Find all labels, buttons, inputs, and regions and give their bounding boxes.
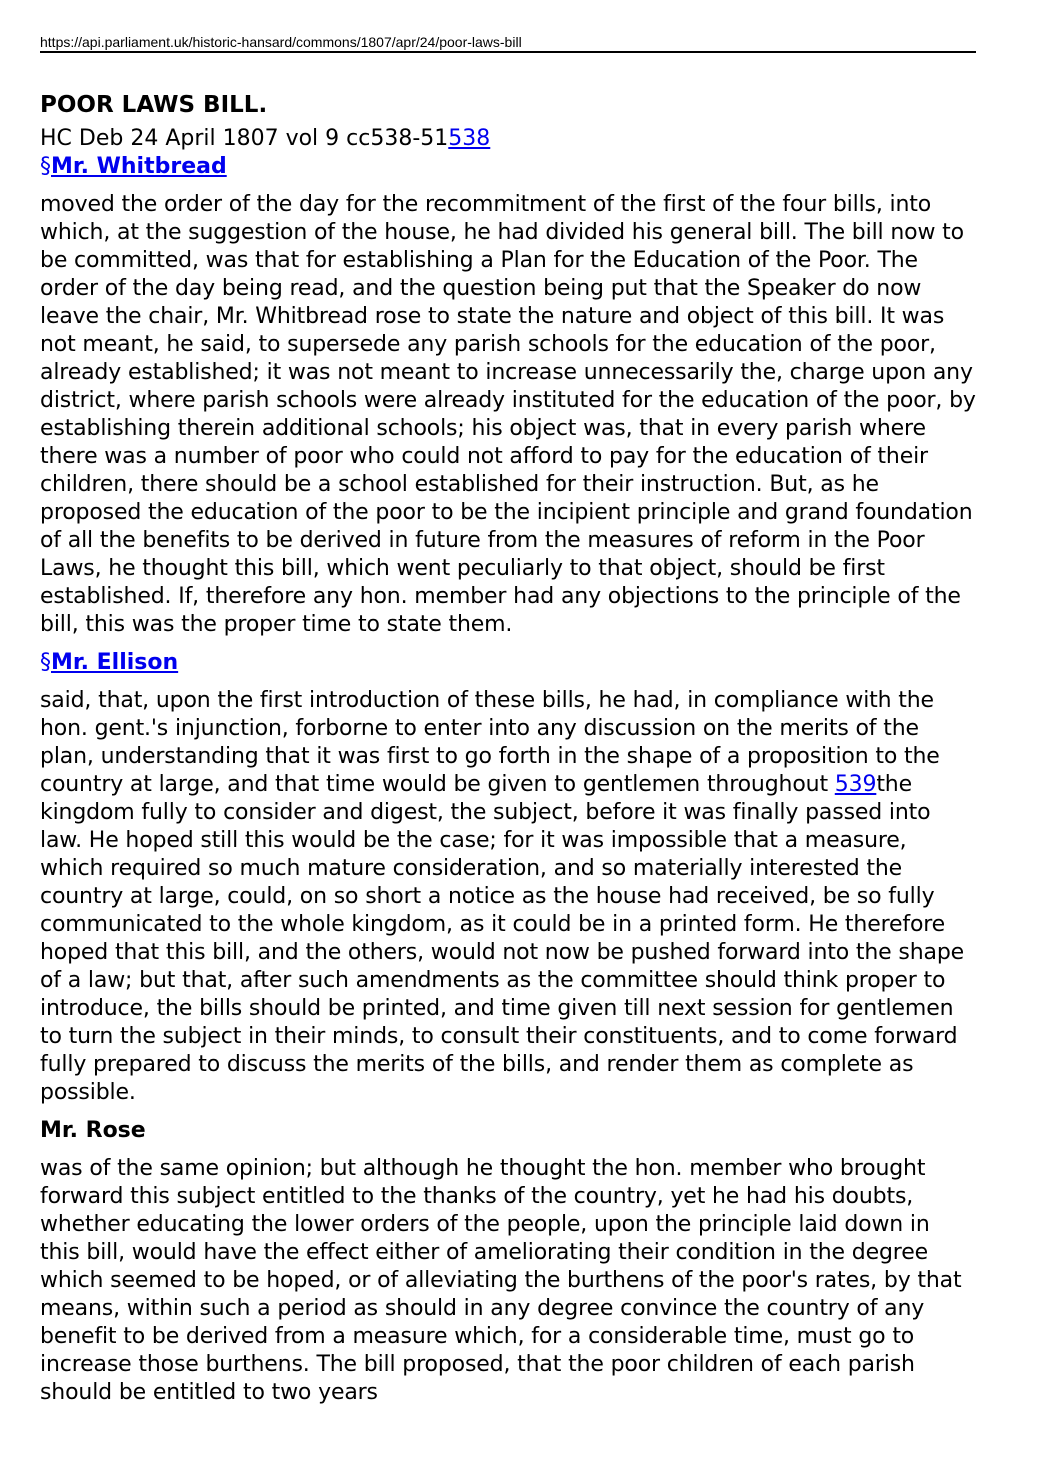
speech-rose: was of the same opinion; but although he thought the hon. member who brought forward this subject entitled to the thanks of the country, yet he had his doubts, whether educating the lower orders of the people, upon the principle laid down in this bill, would have the effect either of ameliorating their condition in the degree which seemed to be hoped, or of alleviating the burthens of the poor's rates, by that means, within such a period as should in any degree convince the country of any benefit to be derived from a measure which, for a considerable time, must go to increase those burthens. The bill proposed, that the poor children of each parish should be entitled to two years bbox=[40, 1156, 962, 1405]
page-url: https://api.parliament.uk/historic-hansard/commons/1807/apr/24/poor-laws-bill bbox=[40, 34, 976, 53]
debate-reference: HC Deb 24 April 1807 vol 9 cc538-51 bbox=[40, 126, 449, 151]
member-link-whitbread[interactable]: Mr. Whitbread bbox=[51, 154, 227, 179]
speech-whitbread: moved the order of the day for the recommitment of the first of the four bills, into which, at the suggestion of the house, he had divided his general bill. The bill now to be committed, was that for establishing a Plan for the Education of the Poor. The order of the day being read, and the question being put that the Speaker do now leave the chair, Mr. Whitbread rose to state the nature and object of this bill. It was not meant, he said, to supersede any parish schools for the education of the poor, already established; it was not meant to increase unnecessarily the, charge upon any district, where parish schools were already instituted for the education of the poor, by establishing therein additional schools; his object was, that in every parish where there was a number of poor who could not afford to pay for the education of their children, there should be a school established for their instruction. But, as he proposed the education of the poor to be the incipient principle and grand foundation of all the benefits to be derived in future from the measures of reform in the Poor Laws, he thought this bill, which went peculiarly to that object, should be first established. If, therefore any hon. member had any objections to the principle of the bill, this was the proper time to state them. bbox=[40, 192, 976, 637]
column-link-539[interactable]: 539 bbox=[834, 772, 877, 797]
speaker-whitbread bbox=[40, 153, 976, 181]
section-mark: § bbox=[40, 154, 51, 179]
speaker-rose: Mr. Rose bbox=[40, 1118, 146, 1143]
column-link-538[interactable]: 538 bbox=[448, 126, 491, 151]
debate-meta bbox=[40, 125, 976, 153]
speech-text: the kingdom fully to consider and digest, the subject, before it was finally passed into law. He hoped still this would be the case; for it was impossible that a measure, which required so much mature consideration, and so materially interested the country at large, could, on so short a notice as the house had received, be so fully communicated to the whole kingdom, as it could be in a printed form. He therefore hoped that this bill, and the others, would not now be pushed forward into the shape of a law; but that, after such amendments as the committee should think proper to introduce, the bills should be printed, and time given till next session for gentlemen to turn the subject in their minds, to consult their constituents, and to come forward fully prepared to discuss the merits of the bills, and render them as complete as possible. bbox=[40, 772, 965, 1105]
section-mark: § bbox=[40, 650, 51, 675]
speech-text: said, that, upon the first introduction of these bills, he had, in compliance with the hon. gent.'s injunction, forborne to enter into any discussion on the merits of the plan, understanding that it was first to go forth in the shape of a proposition to the country at large, and that time would be given to gentlemen throughout bbox=[40, 688, 940, 797]
speaker-ellison bbox=[40, 649, 976, 677]
page-title: POOR LAWS BILL. bbox=[40, 92, 268, 118]
speech-ellison bbox=[40, 687, 976, 1107]
member-link-ellison[interactable]: Mr. Ellison bbox=[51, 650, 179, 675]
page bbox=[40, 34, 976, 1407]
